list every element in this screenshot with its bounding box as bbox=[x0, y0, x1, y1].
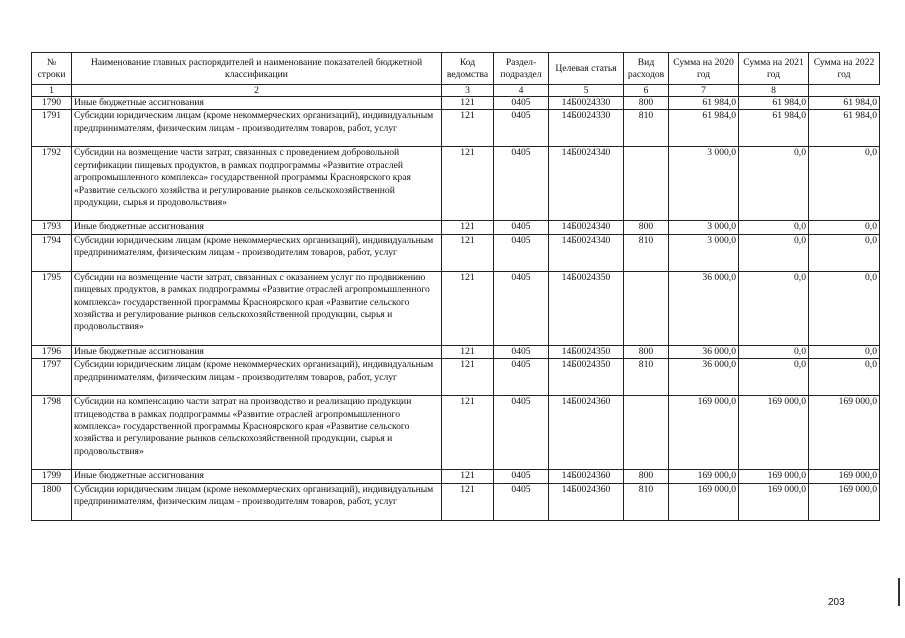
row-target-article: 14Б0024340 bbox=[549, 234, 624, 271]
column-number: 1 bbox=[32, 85, 72, 97]
page-number: 203 bbox=[828, 597, 845, 608]
row-name: Иные бюджетные ассигнования bbox=[72, 97, 442, 110]
column-number: 6 bbox=[624, 85, 669, 97]
row-name: Субсидии юридическим лицам (кроме некоммерческих организаций), индивидуальным предпринимателям, физическим лицам - производителям товаров, работ, услуг bbox=[72, 110, 442, 147]
header-code: Код ведомства bbox=[442, 53, 494, 85]
row-target-article: 14Б0024340 bbox=[549, 221, 624, 234]
row-number: 1793 bbox=[32, 221, 72, 234]
row-code: 121 bbox=[442, 359, 494, 396]
row-name: Субсидии юридическим лицам (кроме некоммерческих организаций), индивидуальным предпринимателям, физическим лицам - производителям товаров, работ, услуг bbox=[72, 359, 442, 396]
row-expense-type: 810 bbox=[624, 234, 669, 271]
row-razdel: 0405 bbox=[494, 221, 549, 234]
row-sum-2020: 61 984,0 bbox=[669, 97, 739, 110]
row-name: Субсидии юридическим лицам (кроме некоммерческих организаций), индивидуальным предпринимателям, физическим лицам - производителям товаров, работ, услуг bbox=[72, 234, 442, 271]
row-number: 1791 bbox=[32, 110, 72, 147]
row-sum-2022: 0,0 bbox=[809, 221, 880, 234]
row-sum-2020: 36 000,0 bbox=[669, 271, 739, 345]
row-sum-2020: 169 000,0 bbox=[669, 483, 739, 520]
row-number: 1792 bbox=[32, 147, 72, 221]
row-number: 1795 bbox=[32, 271, 72, 345]
row-sum-2021: 169 000,0 bbox=[739, 483, 809, 520]
row-name: Субсидии на компенсацию части затрат на производство и реализацию продукции птицеводства в рамках подпрограммы «Развитие отраслей агропромышленного комплекса» государственной программы Красноярского края «Развитие сельского хозяйства и регулирование рынков сельскохозяйственной продукции, сырья и продовольствия» bbox=[72, 396, 442, 470]
row-name: Иные бюджетные ассигнования bbox=[72, 345, 442, 358]
table-body bbox=[32, 85, 880, 521]
row-code: 121 bbox=[442, 110, 494, 147]
row-expense-type: 810 bbox=[624, 110, 669, 147]
row-razdel: 0405 bbox=[494, 470, 549, 483]
row-sum-2021: 169 000,0 bbox=[739, 470, 809, 483]
column-number-row bbox=[32, 85, 880, 97]
header-num: № строки bbox=[32, 53, 72, 85]
row-expense-type bbox=[624, 271, 669, 345]
row-sum-2020: 169 000,0 bbox=[669, 470, 739, 483]
table-row bbox=[32, 359, 880, 396]
row-number: 1800 bbox=[32, 483, 72, 520]
row-sum-2022: 169 000,0 bbox=[809, 396, 880, 470]
row-razdel: 0405 bbox=[494, 396, 549, 470]
row-code: 121 bbox=[442, 271, 494, 345]
column-number: 8 bbox=[739, 85, 809, 97]
column-number: 2 bbox=[72, 85, 442, 97]
table-row bbox=[32, 147, 880, 221]
scan-edge-mark bbox=[898, 578, 900, 606]
row-sum-2020: 36 000,0 bbox=[669, 359, 739, 396]
column-number: 3 bbox=[442, 85, 494, 97]
row-target-article: 14Б0024350 bbox=[549, 345, 624, 358]
row-target-article: 14Б0024360 bbox=[549, 396, 624, 470]
row-number: 1797 bbox=[32, 359, 72, 396]
row-razdel: 0405 bbox=[494, 483, 549, 520]
row-code: 121 bbox=[442, 483, 494, 520]
row-code: 121 bbox=[442, 234, 494, 271]
row-code: 121 bbox=[442, 221, 494, 234]
row-razdel: 0405 bbox=[494, 271, 549, 345]
row-razdel: 0405 bbox=[494, 234, 549, 271]
table-row bbox=[32, 396, 880, 470]
row-target-article: 14Б0024350 bbox=[549, 271, 624, 345]
column-number: 5 bbox=[549, 85, 624, 97]
table-row bbox=[32, 234, 880, 271]
row-razdel: 0405 bbox=[494, 345, 549, 358]
row-expense-type: 810 bbox=[624, 359, 669, 396]
row-sum-2022: 0,0 bbox=[809, 359, 880, 396]
budget-table bbox=[31, 52, 880, 521]
row-name: Иные бюджетные ассигнования bbox=[72, 221, 442, 234]
row-target-article: 14Б0024330 bbox=[549, 110, 624, 147]
row-code: 121 bbox=[442, 470, 494, 483]
row-sum-2020: 3 000,0 bbox=[669, 234, 739, 271]
header-name: Наименование главных распорядителей и наименование показателей бюджетной классификации bbox=[72, 53, 442, 85]
row-code: 121 bbox=[442, 147, 494, 221]
header-cel: Целевая статья bbox=[549, 53, 624, 85]
row-expense-type bbox=[624, 147, 669, 221]
table-row bbox=[32, 470, 880, 483]
row-sum-2021: 61 984,0 bbox=[739, 110, 809, 147]
row-code: 121 bbox=[442, 345, 494, 358]
column-number: 7 bbox=[669, 85, 739, 97]
row-razdel: 0405 bbox=[494, 110, 549, 147]
row-name: Субсидии юридическим лицам (кроме некоммерческих организаций), индивидуальным предпринимателям, физическим лицам - производителям товаров, работ, услуг bbox=[72, 483, 442, 520]
table-header bbox=[32, 53, 880, 85]
row-target-article: 14Б0024360 bbox=[549, 470, 624, 483]
row-target-article: 14Б0024330 bbox=[549, 97, 624, 110]
row-sum-2020: 36 000,0 bbox=[669, 345, 739, 358]
row-sum-2022: 0,0 bbox=[809, 345, 880, 358]
row-sum-2022: 0,0 bbox=[809, 147, 880, 221]
header-razd: Раздел-подраздел bbox=[494, 53, 549, 85]
row-expense-type: 800 bbox=[624, 345, 669, 358]
table-row bbox=[32, 221, 880, 234]
header-sum-2022: Сумма на 2022 год bbox=[809, 53, 880, 85]
row-expense-type: 800 bbox=[624, 221, 669, 234]
row-name: Субсидии на возмещение части затрат, связанных с проведением добровольной сертификации пищевых продуктов, в рамках подпрограммы «Развитие отраслей агропромышленного комплекса» государственной программы Красноярского края «Развитие сельского хозяйства и регулирование рынков сельскохозяйственной продукции, сырья и продовольствия» bbox=[72, 147, 442, 221]
row-number: 1796 bbox=[32, 345, 72, 358]
row-sum-2020: 61 984,0 bbox=[669, 110, 739, 147]
row-target-article: 14Б0024360 bbox=[549, 483, 624, 520]
row-sum-2021: 169 000,0 bbox=[739, 396, 809, 470]
row-name: Субсидии на возмещение части затрат, связанных с оказанием услуг по продвижению пищевых продуктов, в рамках подпрограммы «Развитие отраслей агропромышленного комплекса» государственной программы Красноярского края «Развитие сельского хозяйства и регулирование рынков сельскохозяйственной продукции, сырья и продовольствия» bbox=[72, 271, 442, 345]
row-sum-2022: 0,0 bbox=[809, 271, 880, 345]
row-expense-type: 800 bbox=[624, 470, 669, 483]
column-number: 4 bbox=[494, 85, 549, 97]
row-sum-2022: 61 984,0 bbox=[809, 97, 880, 110]
row-sum-2020: 3 000,0 bbox=[669, 221, 739, 234]
row-sum-2020: 169 000,0 bbox=[669, 396, 739, 470]
row-sum-2021: 0,0 bbox=[739, 234, 809, 271]
row-target-article: 14Б0024340 bbox=[549, 147, 624, 221]
row-sum-2021: 0,0 bbox=[739, 271, 809, 345]
row-sum-2020: 3 000,0 bbox=[669, 147, 739, 221]
row-sum-2021: 61 984,0 bbox=[739, 97, 809, 110]
row-sum-2021: 0,0 bbox=[739, 147, 809, 221]
row-sum-2021: 0,0 bbox=[739, 221, 809, 234]
row-razdel: 0405 bbox=[494, 97, 549, 110]
row-expense-type bbox=[624, 396, 669, 470]
table-row bbox=[32, 483, 880, 520]
row-sum-2021: 0,0 bbox=[739, 359, 809, 396]
row-sum-2022: 0,0 bbox=[809, 234, 880, 271]
row-sum-2021: 0,0 bbox=[739, 345, 809, 358]
header-sum-2021: Сумма на 2021 год bbox=[739, 53, 809, 85]
row-razdel: 0405 bbox=[494, 359, 549, 396]
table-row bbox=[32, 97, 880, 110]
row-number: 1799 bbox=[32, 470, 72, 483]
row-target-article: 14Б0024350 bbox=[549, 359, 624, 396]
row-expense-type: 810 bbox=[624, 483, 669, 520]
header-vid: Вид расходов bbox=[624, 53, 669, 85]
table-row bbox=[32, 271, 880, 345]
table-row bbox=[32, 345, 880, 358]
row-code: 121 bbox=[442, 97, 494, 110]
row-number: 1790 bbox=[32, 97, 72, 110]
row-name: Иные бюджетные ассигнования bbox=[72, 470, 442, 483]
row-code: 121 bbox=[442, 396, 494, 470]
row-sum-2022: 61 984,0 bbox=[809, 110, 880, 147]
row-number: 1798 bbox=[32, 396, 72, 470]
row-expense-type: 800 bbox=[624, 97, 669, 110]
table-row bbox=[32, 110, 880, 147]
header-sum-2020: Сумма на 2020 год bbox=[669, 53, 739, 85]
row-sum-2022: 169 000,0 bbox=[809, 470, 880, 483]
row-razdel: 0405 bbox=[494, 147, 549, 221]
row-sum-2022: 169 000,0 bbox=[809, 483, 880, 520]
row-number: 1794 bbox=[32, 234, 72, 271]
